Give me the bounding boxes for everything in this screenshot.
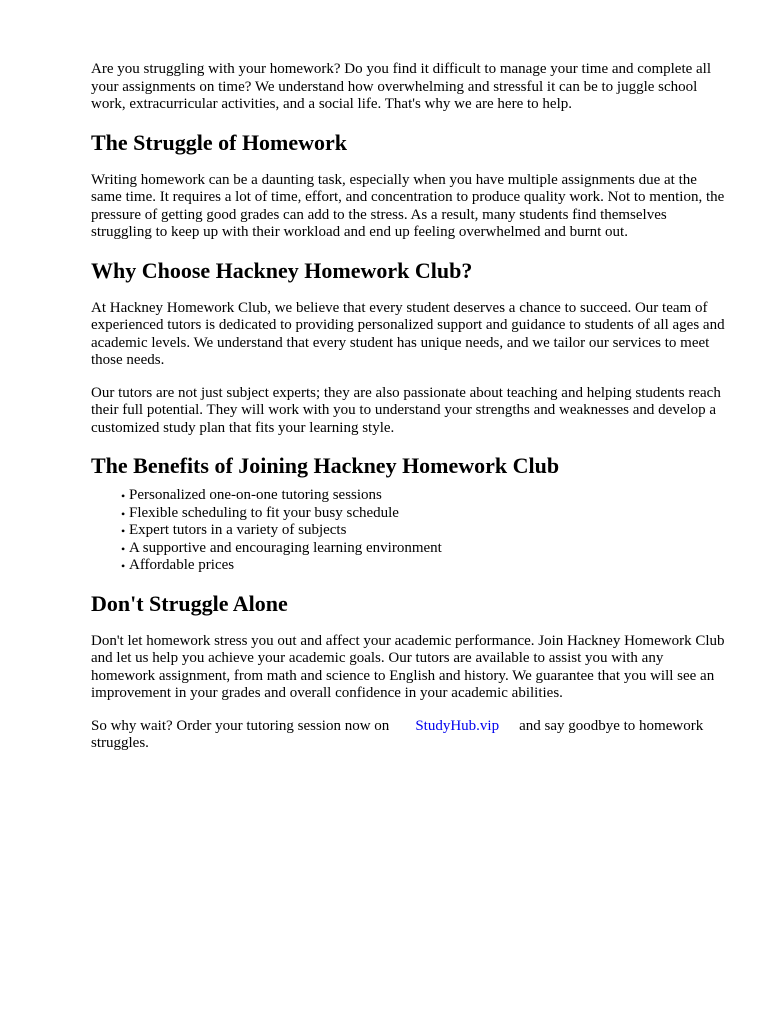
- heading-dont-struggle-alone: Don't Struggle Alone: [91, 590, 288, 616]
- why-paragraph-1: At Hackney Homework Club, we believe that every student deserves a chance to succeed. Our team of experienced tutors is dedicated to providing personalized support and guidance to students of all ages and academic levels. We understand that every student has unique needs, and we tailor our services to meet those needs.: [91, 299, 725, 368]
- heading-struggle-of-homework: The Struggle of Homework: [91, 129, 348, 155]
- why-paragraph-2: Our tutors are not just subject experts; they are also passionate about teaching and helping students reach their full potential. They will work with you to understand your strengths and weaknesses and develop a customized study plan that fits your learning style.: [91, 384, 721, 436]
- studyhub-link[interactable]: StudyHub.vip: [415, 717, 500, 734]
- closing-text-after: and say goodbye to homework struggles.: [91, 717, 704, 751]
- list-item: • Personalized one-on-one tutoring sessions: [121, 487, 728, 505]
- struggle-paragraph: Writing homework can be a daunting task, especially when you have multiple assignments due at the same time. It requires a lot of time, effort, and concentration to produce quality work. Not to mention, the pressure of getting good grades can add to the stress. As a result, many students find themselves struggling to keep up with their workload and end up feeling overwhelmed and burnt out.: [91, 171, 725, 240]
- heading-benefits: The Benefits of Joining Hackney Homework Club: [91, 453, 560, 478]
- list-item: • Flexible scheduling to fit your busy schedule: [121, 505, 728, 523]
- list-item: • Expert tutors in a variety of subjects: [121, 522, 728, 540]
- benefits-list: [91, 487, 728, 575]
- intro-paragraph: Are you struggling with your homework? Do you find it difficult to manage your time and complete all your assignments on time? We understand how overwhelming and stressful it can be to juggle school work, extracurricular activities, and a social life. That's why we are here to help.: [91, 61, 712, 112]
- alone-paragraph: Don't let homework stress you out and affect your academic performance. Join Hackney Homework Club and let us help you achieve your academic goals. Our tutors are available to assist you with any homework assignment, from math and science to English and history. We guarantee that you will see an improvement in your grades and overall confidence in your academic abilities.: [91, 632, 725, 701]
- closing-paragraph: [91, 718, 728, 753]
- list-item: • A supportive and encouraging learning environment: [121, 540, 728, 558]
- closing-text-before: So why wait? Order your tutoring session now on: [91, 717, 390, 734]
- heading-why-choose: Why Choose Hackney Homework Club?: [91, 257, 473, 283]
- list-item: • Affordable prices: [121, 557, 728, 575]
